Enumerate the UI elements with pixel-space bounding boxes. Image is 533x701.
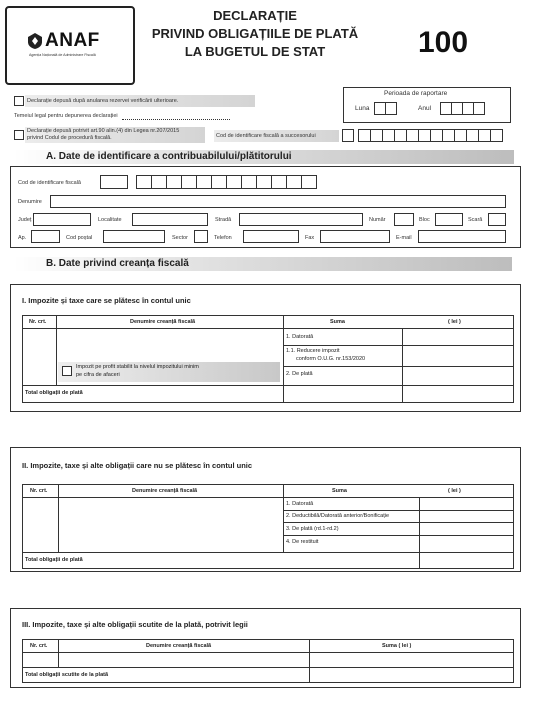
year-cell-4[interactable] xyxy=(473,102,485,115)
month-cell-2[interactable] xyxy=(385,102,397,115)
locality-label: Localitate xyxy=(98,217,122,223)
legal-basis-input[interactable] xyxy=(122,119,230,120)
table3-col-name: Denumire creanță fiscală xyxy=(146,643,212,649)
cif-digit-cell-10[interactable] xyxy=(271,175,287,189)
phone-input[interactable] xyxy=(243,230,299,243)
fax-input[interactable] xyxy=(320,230,390,243)
title-line-3: LA BUGETUL DE STAT xyxy=(184,44,326,59)
table1-row-2b: conform O.U.G. nr.153/2020 xyxy=(296,356,366,362)
min-tax-label-1: Impozit pe profit stabilit la nivelul impozitului minim xyxy=(76,364,199,370)
art90-label-2: privind Codul de procedură fiscală. xyxy=(27,135,112,141)
after-cancel-checkbox[interactable] xyxy=(14,96,24,106)
form-title xyxy=(130,7,380,61)
logo-brand: ANAF xyxy=(45,30,100,51)
table2-col-name: Denumire creanță fiscală xyxy=(132,488,198,494)
successor-cell-0[interactable] xyxy=(342,129,354,142)
table2-col-unit: ( lei ) xyxy=(448,488,461,494)
form-number: 100 xyxy=(418,26,469,59)
title-line-1: DECLARAȚIE xyxy=(213,8,297,23)
postal-input[interactable] xyxy=(103,230,165,243)
county-label: Județ xyxy=(18,217,32,223)
logo-tagline: Agenția Națională de Administrare Fiscală xyxy=(29,53,96,57)
email-input[interactable] xyxy=(418,230,506,243)
table1-col-unit: ( lei ) xyxy=(448,319,461,325)
table2-row-1: 1. Datorată xyxy=(286,501,314,507)
block-input[interactable] xyxy=(435,213,463,226)
table1-row-3: 2. De plată xyxy=(286,371,313,377)
apt-input[interactable] xyxy=(31,230,60,243)
art90-checkbox[interactable] xyxy=(14,130,24,140)
table2-col-nr: Nr. crt. xyxy=(30,488,48,494)
legal-basis-label: Temeiul legal pentru depunerea declarației xyxy=(14,113,118,119)
title-line-2: PRIVIND OBLIGAȚIILE DE PLATĂ xyxy=(151,26,359,41)
logo-mark-icon xyxy=(28,33,42,49)
cif-digit-cell-5[interactable] xyxy=(196,175,212,189)
cif-digit-cell-9[interactable] xyxy=(256,175,272,189)
table2-row-2: 2. Deductibilă/Datorată anterior/Bonificație xyxy=(286,513,390,519)
cif-digit-cell-7[interactable] xyxy=(226,175,242,189)
table1-title: I. Impozite și taxe care se plătesc în contul unic xyxy=(22,296,191,305)
table3-col-nr: Nr. crt. xyxy=(30,643,48,649)
section-b-title: B. Date privind creanța fiscală xyxy=(46,258,189,269)
stair-label: Scară xyxy=(468,217,483,223)
cif-prefix-cell[interactable] xyxy=(100,175,128,189)
period-box xyxy=(343,87,511,123)
cif-digit-cell-8[interactable] xyxy=(241,175,257,189)
table3-total: Total obligații scutite de la plată xyxy=(25,672,109,678)
table2-col-sum: Suma xyxy=(332,488,347,494)
block-label: Bloc xyxy=(419,217,430,223)
table1-total: Total obligații de plată xyxy=(25,390,83,396)
month-label: Luna xyxy=(355,105,370,112)
min-tax-checkbox[interactable] xyxy=(62,366,72,376)
table1-col-name: Denumire creanță fiscală xyxy=(130,319,196,325)
table2-title: II. Impozite, taxe și alte obligații care nu se plătesc în contul unic xyxy=(22,461,253,470)
year-label: Anul xyxy=(418,105,432,112)
table1-col-nr: Nr. crt. xyxy=(29,319,47,325)
table1-row-1: 1. Datorată xyxy=(286,334,314,340)
table2-row-4: 4. De restituit xyxy=(286,539,319,545)
locality-input[interactable] xyxy=(132,213,208,226)
after-cancel-label: Declarație depusă după anularea rezervei verificării ulterioare. xyxy=(27,98,179,104)
table2-row-3: 3. De plată (rd.1-rd.2) xyxy=(286,526,339,532)
number-input[interactable] xyxy=(394,213,414,226)
phone-label: Telefon xyxy=(214,235,232,241)
cif-digit-cell-11[interactable] xyxy=(286,175,302,189)
name-label: Denumire xyxy=(18,199,42,205)
cif-digit-cell-6[interactable] xyxy=(211,175,227,189)
section-a-title: A. Date de identificare a contribuabilului/plătitorului xyxy=(46,151,292,162)
table3-col-sum: Suma ( lei ) xyxy=(382,643,412,649)
section-a-header xyxy=(14,150,514,164)
street-label: Stradă xyxy=(215,217,232,223)
period-title: Perioada de raportare xyxy=(384,90,448,97)
table1-row-2: 1.1. Reducere impozit xyxy=(286,348,340,354)
sector-label: Sector xyxy=(172,235,188,241)
stair-input[interactable] xyxy=(488,213,506,226)
successor-label: Cod de identificare fiscală a succesorului xyxy=(216,133,316,139)
number-label: Număr xyxy=(369,217,386,223)
min-tax-label-2: pe cifra de afaceri xyxy=(76,372,120,378)
art90-label-1: Declarație depusă potrivit art.90 alin.(4) din Legea nr.207/2015 xyxy=(27,128,180,134)
section-b-header xyxy=(14,257,512,271)
fax-label: Fax xyxy=(305,235,315,241)
cif-digit-cell-1[interactable] xyxy=(136,175,152,189)
apt-label: Ap. xyxy=(18,235,27,241)
sector-input[interactable] xyxy=(194,230,208,243)
name-input[interactable] xyxy=(50,195,506,208)
cif-digit-cell-12[interactable] xyxy=(301,175,317,189)
successor-digit-cell-12[interactable] xyxy=(490,129,503,142)
table1-col-sum: Suma xyxy=(330,319,345,325)
table2-total: Total obligații de plată xyxy=(25,557,83,563)
cif-digit-cell-2[interactable] xyxy=(151,175,167,189)
email-label: E-mail xyxy=(396,235,412,241)
cif-digit-cell-4[interactable] xyxy=(181,175,197,189)
logo-box xyxy=(5,6,135,85)
street-input[interactable] xyxy=(239,213,363,226)
cif-label: Cod de identificare fiscală xyxy=(18,180,81,186)
table3-title: III. Impozite, taxe și alte obligații scutite de la plată, potrivit legii xyxy=(22,620,248,629)
cif-digit-cell-3[interactable] xyxy=(166,175,182,189)
county-input[interactable] xyxy=(33,213,91,226)
postal-label: Cod poștal xyxy=(66,235,93,241)
